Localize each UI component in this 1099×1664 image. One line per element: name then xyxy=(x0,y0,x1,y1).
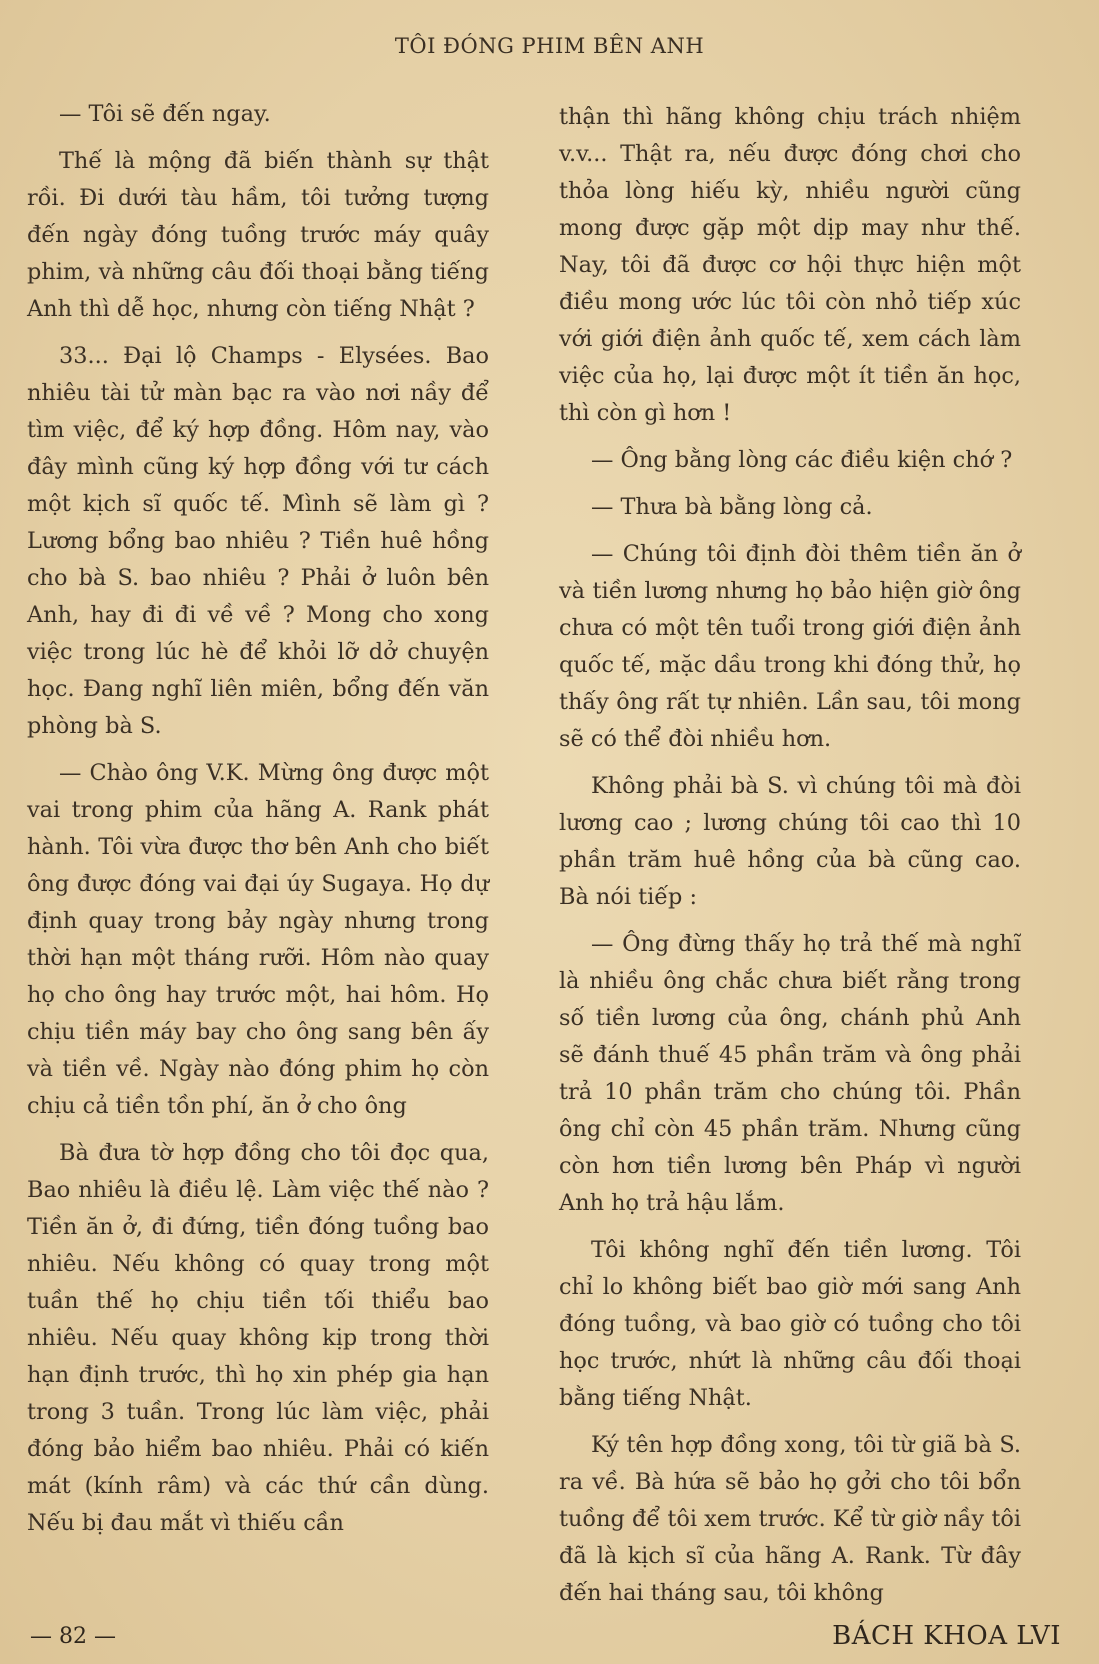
magazine-name: BÁCH KHOA LVI xyxy=(832,1621,1061,1651)
page-number: — 82 — xyxy=(30,1624,116,1649)
left-column xyxy=(27,96,489,1552)
paragraph: Tôi không nghĩ đến tiền lương. Tôi chỉ lo không biết bao giờ mới sang Anh đóng tuồng, và bao giờ có tuồng cho tôi học trước, nhứt là những câu đối thoại bằng tiếng Nhật. xyxy=(559,1237,1021,1411)
paragraph: Thế là mộng đã biến thành sự thật rồi. Đi dưới tàu hầm, tôi tưởng tượng đến ngày đóng tuồng trước máy quây phim, và những câu đối thoại bằng tiếng Anh thì dễ học, nhưng còn tiếng Nhật ? xyxy=(27,148,489,322)
paragraph: — Tôi sẽ đến ngay. xyxy=(59,101,271,127)
running-title: TÔI ĐÓNG PHIM BÊN ANH xyxy=(394,34,705,58)
paragraph: — Thưa bà bằng lòng cả. xyxy=(591,494,873,520)
paragraph: — Ông đừng thấy họ trả thế mà nghĩ là nhiều ông chắc chưa biết rằng trong số tiền lương của ông, chánh phủ Anh sẽ đánh thuế 45 phần trăm và ông phải trả 10 phần trăm cho chúng tôi. Phần ông chỉ còn 45 phần trăm. Nhưng cũng còn hơn tiền lương bên Pháp vì người Anh họ trả hậu lắm. xyxy=(559,931,1021,1216)
right-column xyxy=(559,99,1021,1622)
paragraph: Ký tên hợp đồng xong, tôi từ giã bà S. ra về. Bà hứa sẽ bảo họ gởi cho tôi bổn tuồng để tôi xem trước. Kể từ giờ nầy tôi đã là kịch sĩ của hãng A. Rank. Từ đây đến hai tháng sau, tôi không xyxy=(559,1432,1021,1606)
paragraph: thận thì hãng không chịu trách nhiệm v.v... Thật ra, nếu được đóng chơi cho thỏa lòng hiếu kỳ, nhiều người cũng mong được gặp một dịp may như thế. Nay, tôi đã được cơ hội thực hiện một điều mong ước lúc tôi còn nhỏ tiếp xúc với giới điện ảnh quốc tế, xem cách làm việc của họ, lại được một ít tiền ăn học, thì còn gì hơn ! xyxy=(559,104,1021,426)
paragraph: — Chúng tôi định đòi thêm tiền ăn ở và tiền lương nhưng họ bảo hiện giờ ông chưa có một tên tuổi trong giới điện ảnh quốc tế, mặc dầu trong khi đóng thử, họ thấy ông rất tự nhiên. Lần sau, tôi mong sẽ có thể đòi nhiều hơn. xyxy=(559,541,1021,752)
paragraph: 33... Đại lộ Champs - Elysées. Bao nhiêu tài tử màn bạc ra vào nơi nầy để tìm việc, để ký hợp đồng. Hôm nay, vào đây mình cũng ký hợp đồng với tư cách một kịch sĩ quốc tế. Mình sẽ làm gì ? Lương bổng bao nhiêu ? Tiền huê hồng cho bà S. bao nhiêu ? Phải ở luôn bên Anh, hay đi đi về về ? Mong cho xong việc trong lúc hè để khỏi lỡ dở chuyện học. Đang nghĩ liên miên, bổng đến văn phòng bà S. xyxy=(27,343,489,739)
paragraph: Bà đưa tờ hợp đồng cho tôi đọc qua, Bao nhiêu là điều lệ. Làm việc thế nào ? Tiền ăn ở, đi đứng, tiền đóng tuồng bao nhiêu. Nếu không có quay trong một tuần thế họ chịu tiền tối thiểu bao nhiêu. Nếu quay không kịp trong thời hạn định trước, thì họ xin phép gia hạn trong 3 tuần. Trong lúc làm việc, phải đóng bảo hiểm bao nhiêu. Phải có kiến mát (kính râm) và các thứ cần dùng. Nếu bị đau mắt vì thiếu cần xyxy=(27,1140,489,1536)
paragraph: Không phải bà S. vì chúng tôi mà đòi lương cao ; lương chúng tôi cao thì 10 phần trăm huê hồng của bà cũng cao. Bà nói tiếp : xyxy=(559,773,1021,910)
paragraph: — Chào ông V.K. Mừng ông được một vai trong phim của hãng A. Rank phát hành. Tôi vừa được thơ bên Anh cho biết ông được đóng vai đại úy Sugaya. Họ dự định quay trong bảy ngày nhưng trong thời hạn một tháng rưỡi. Hôm nào quay họ cho ông hay trước một, hai hôm. Họ chịu tiền máy bay cho ông sang bên ấy và tiền về. Ngày nào đóng phim họ còn chịu cả tiền tồn phí, ăn ở cho ông xyxy=(27,760,489,1119)
paragraph: — Ông bằng lòng các điều kiện chớ ? xyxy=(591,447,1013,473)
